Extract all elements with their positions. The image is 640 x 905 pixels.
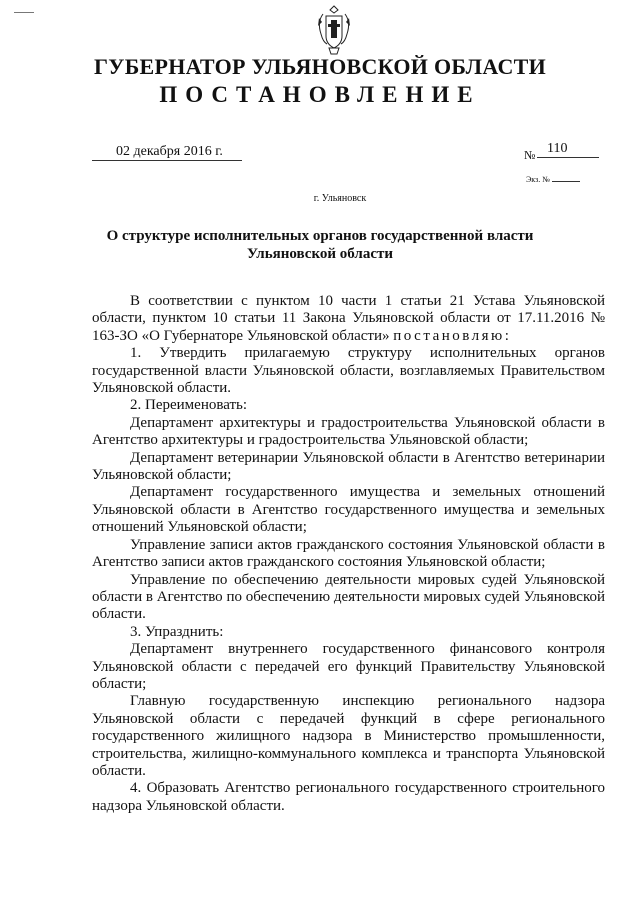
clause-2-item: Управление по обеспечению деятельности мировых судей Ульяновской области в Агентство по обеспечению деятельности мировых судей Ульяновской области. <box>92 571 605 623</box>
copy-number-line <box>552 181 580 182</box>
clause-1: 1. Утвердить прилагаемую структуру исполнительных органов государственной власти Ульяновской области, возглавляемых Правительством Ульяновской области. <box>92 345 605 397</box>
copy-number <box>526 175 580 184</box>
document-body <box>92 293 605 815</box>
number-label: № <box>524 148 536 162</box>
intro-text: В соответствии с пунктом 10 части 1 статьи 21 Устава Ульяновской области, пунктом 10 статьи 11 Закона Ульяновской области от 17.11.2016 № 163-ЗО «О Губернаторе Ульяновской области» <box>92 293 605 344</box>
clause-3-item: Главную государственную инспекцию регионального надзора Ульяновской области с передачей функций в сфере регионального государственного жилищного надзора в Министерство промышленности, строительства, жилищно-коммунального комплекса и транспорта Ульяновской области. <box>92 693 605 779</box>
document-city: г. Ульяновск <box>313 193 367 204</box>
intro-paragraph <box>92 293 605 345</box>
coat-of-arms-emblem <box>313 4 355 56</box>
clause-4: 4. Образовать Агентство регионального государственного строительного надзора Ульяновской области. <box>92 780 605 814</box>
issuing-authority: ГУБЕРНАТОР УЛЬЯНОВСКОЙ ОБЛАСТИ <box>93 54 547 79</box>
document-title: О структуре исполнительных органов государственной власти Ульяновской области <box>106 228 534 262</box>
clause-2-item: Управление записи актов гражданского состояния Ульяновской области в Агентство записи актов гражданского состояния Ульяновской области; <box>92 536 605 571</box>
clause-3-item: Департамент внутреннего государственного финансового контроля Ульяновской области с передачей его функций Правительству Ульяновской области; <box>92 641 605 692</box>
document-number: 110 <box>537 141 599 158</box>
document-date: 02 декабря 2016 г. <box>92 144 242 161</box>
scan-mark <box>14 12 34 13</box>
decree-word: постановляю: <box>393 327 512 344</box>
document-type: ПОСТАНОВЛЕНИЕ <box>159 82 481 107</box>
clause-2-item: Департамент архитектуры и градостроительства Ульяновской области в Агентство архитектуры и градостроительства Ульяновской области; <box>92 414 605 449</box>
clause-2-heading: 2. Переименовать: <box>130 397 248 414</box>
clause-3-heading: 3. Упразднить: <box>130 623 224 640</box>
copy-label: Экз. № <box>526 175 550 184</box>
clause-2-item: Департамент ветеринарии Ульяновской области в Агентство ветеринарии Ульяновской области; <box>92 449 605 484</box>
clause-2-item: Департамент государственного имущества и земельных отношений Ульяновской области в Агентство государственного имущества и земельных отношений Ульяновской области; <box>92 484 605 536</box>
